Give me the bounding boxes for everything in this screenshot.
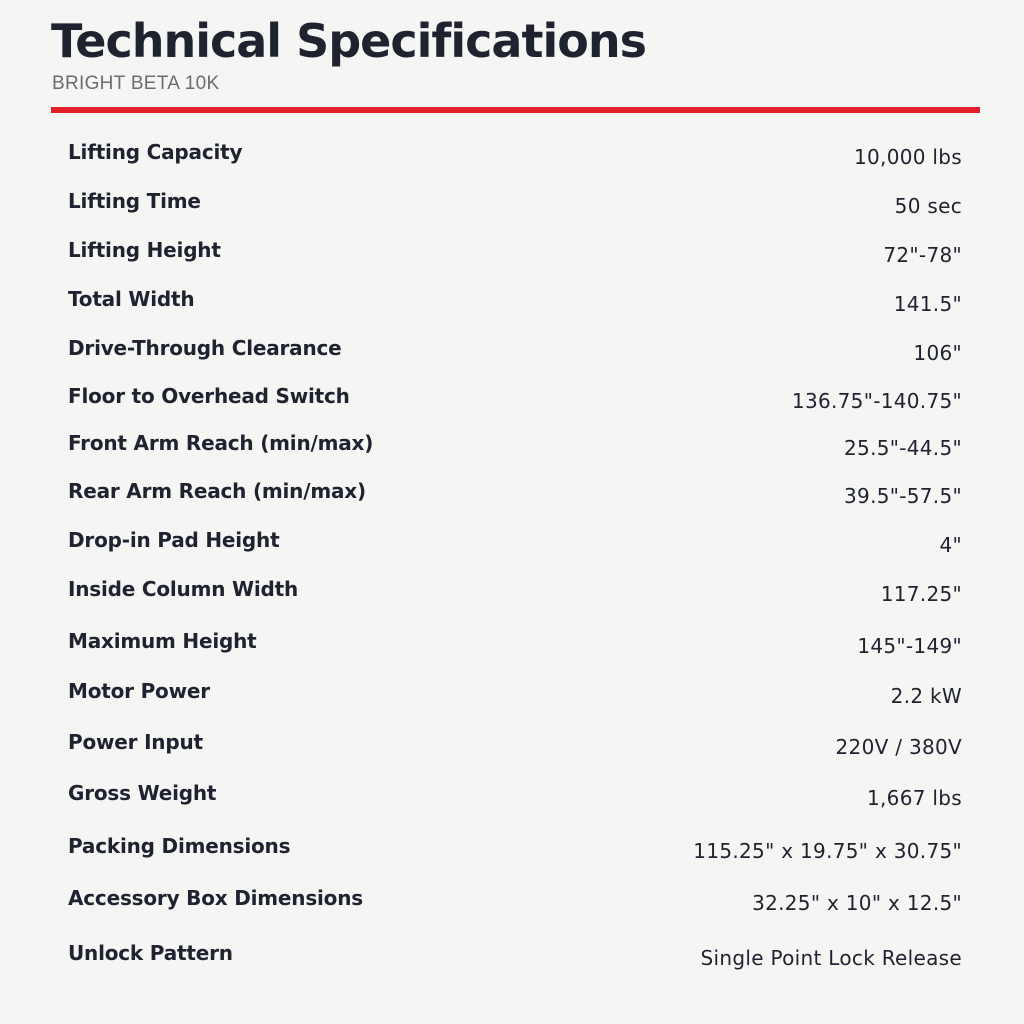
spec-label: Maximum Height [68,629,257,653]
spec-label: Gross Weight [68,781,217,805]
spec-value: 50 sec [894,194,962,218]
spec-label: Motor Power [68,679,210,703]
spec-row-motor-power [68,676,962,706]
spec-row-floor-to-overhead-switch [68,381,962,411]
spec-label: Unlock Pattern [68,941,233,965]
spec-value: 1,667 lbs [867,786,962,810]
spec-row-front-arm-reach [68,428,962,458]
spec-value: 4" [939,533,962,557]
spec-label: Front Arm Reach (min/max) [68,431,374,455]
spec-row-drive-through-clearance [68,333,962,363]
spec-row-drop-in-pad-height [68,525,962,555]
spec-row-unlock-pattern [68,938,962,968]
spec-label: Drive-Through Clearance [68,336,342,360]
spec-row-lifting-capacity [68,137,962,167]
spec-label: Accessory Box Dimensions [68,886,363,910]
spec-value: 117.25" [880,582,962,606]
spec-value: 145"-149" [857,634,962,658]
spec-value: 106" [913,341,962,365]
spec-label: Total Width [68,287,195,311]
spec-value: 141.5" [893,292,962,316]
spec-label: Inside Column Width [68,577,299,601]
spec-value: 10,000 lbs [853,145,962,169]
spec-label: Packing Dimensions [68,834,291,858]
spec-value: Single Point Lock Release [700,946,962,970]
spec-value: 39.5"-57.5" [844,484,962,508]
spec-value: 72"-78" [883,243,962,267]
spec-label: Lifting Height [68,238,221,262]
spec-row-lifting-time [68,186,962,216]
spec-row-inside-column-width [68,574,962,604]
spec-label: Power Input [68,730,203,754]
spec-label: Drop-in Pad Height [68,528,280,552]
spec-label: Lifting Capacity [68,140,243,164]
spec-label: Rear Arm Reach (min/max) [68,479,366,503]
spec-row-rear-arm-reach [68,476,962,506]
spec-row-packing-dimensions [68,831,962,861]
spec-row-gross-weight [68,778,962,808]
spec-row-lifting-height [68,235,962,265]
spec-row-accessory-box-dimensions [68,883,962,913]
spec-value: 136.75"-140.75" [791,389,962,413]
spec-label: Lifting Time [68,189,201,213]
spec-value: 2.2 kW [890,684,962,708]
spec-value: 115.25" x 19.75" x 30.75" [693,839,962,863]
spec-value: 220V / 380V [835,735,962,759]
spec-value: 32.25" x 10" x 12.5" [752,891,962,915]
spec-row-power-input [68,727,962,757]
page-subtitle: BRIGHT BETA 10K [52,73,220,94]
spec-value: 25.5"-44.5" [844,436,962,460]
spec-row-total-width [68,284,962,314]
page-title: Technical Specifications [51,14,646,68]
spec-row-maximum-height [68,626,962,656]
spec-label: Floor to Overhead Switch [68,384,350,408]
